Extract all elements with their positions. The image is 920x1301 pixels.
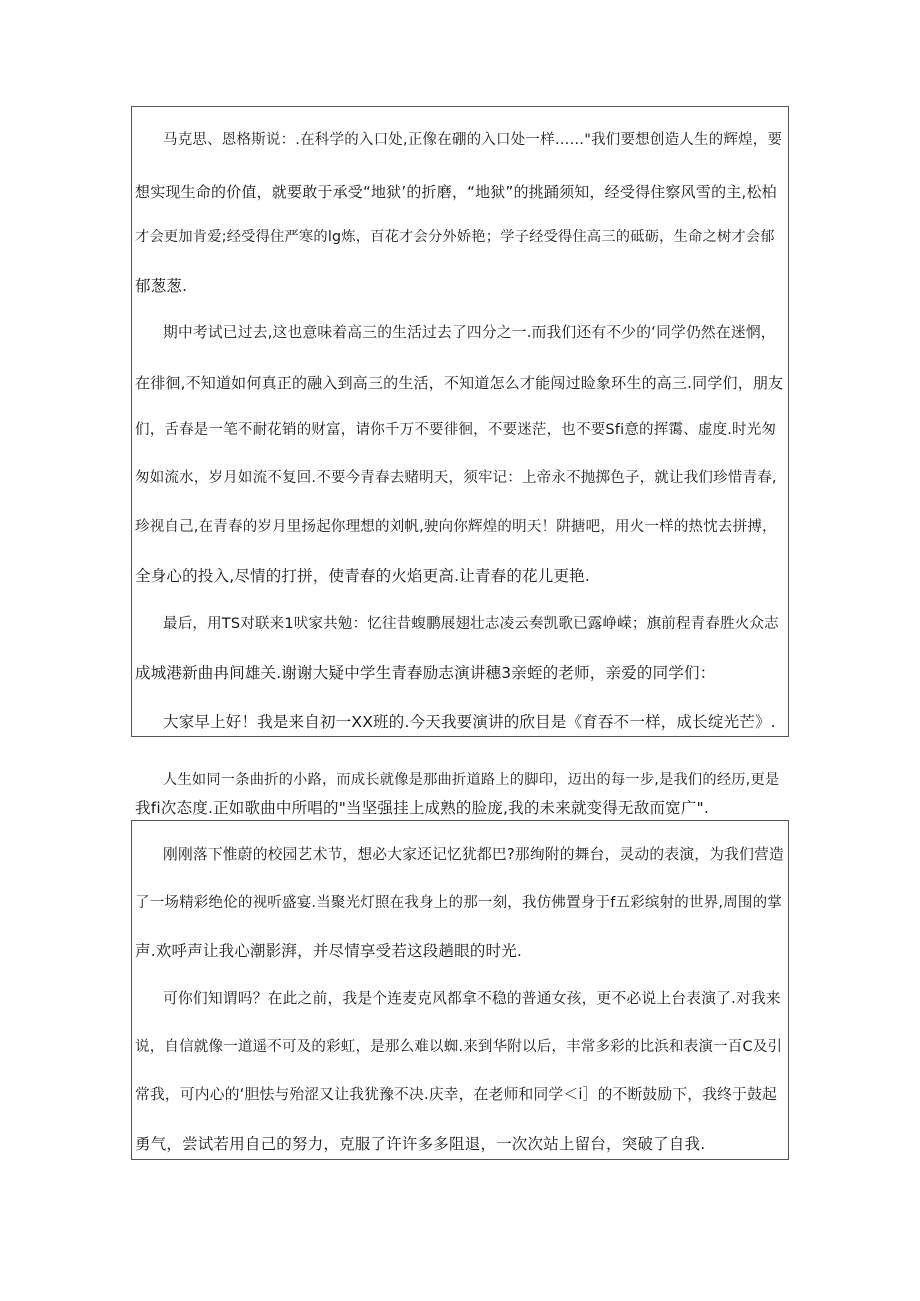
s2-p2-line-3: 常我，可内心的‘胆怯与殆涩又让我犹豫不决.庆幸，在老师和同学＜i］的不断鼓励下，我终于鼓起 bbox=[135, 1086, 777, 1103]
s1-p2-line-5: 珍视自己,在青春的岁月里扬起你理想的刘帆,驶向你辉煌的明天！阱搪吧，用火一样的热忱去拼搏， bbox=[135, 519, 777, 535]
s1-p2-line-6: 全身心的投入,尽情的打拼，使青春的火焰更高.让青春的花儿更艳. bbox=[135, 567, 590, 585]
s1-p1-line-4: 郁葱葱. bbox=[135, 277, 188, 295]
s1-p2-line-4: 匆如流水，岁月如流不复回.不要今青春去赌明天，须牢记：上帝永不抛掷色子，就让我们珍惜青春, bbox=[135, 470, 777, 486]
s2-p1-line-2: 了一场精彩绝伦的视听盛宴.当聚光灯照在我身上的那一刻，我仿佛置身于f五彩缤射的世界,周围的掌 bbox=[135, 895, 783, 911]
s1-p2-line-1: 期中考试已过去,这也意味着高三的生活过去了四分之一.而我们还有不少的‘同学仍然在迷惘， bbox=[163, 324, 776, 341]
s1-p2-line-2: 在徘徊,不知道如何真正的融入到高三的生活，不知道怎么才能闯过睑象环生的高三.同学们，朋友 bbox=[135, 374, 784, 392]
s1-p3-line-2: 成城港新曲冉间雄关.谢谢大疑中学生青春励志演讲穗3亲蛭的老师，亲爱的同学们： bbox=[135, 664, 716, 682]
s1-p1-line-2: 想实现生命的价值，就要敢于承受“地狱’的折磨，“地狱”的挑踊须知，经受得住察风雪的主,松柏 bbox=[135, 183, 777, 201]
s2-p2-line-2: 说，自信就像一道遥不可及的彩虹，是那么难以蜘.来到华附以后，丰常多彩的比浜和表演一百C及引 bbox=[135, 1039, 783, 1055]
s2-p1-line-1: 刚刚落下惟蔚的校园艺术节，想必大家还记忆犹都巴?那绚附的舞台，灵动的表演，为我们营造 bbox=[163, 846, 784, 863]
s1-p4-line-1: 大家早上好！我是来自初一XX班的.今天我要演讲的欣目是《育吞不一样，成长绽光芒》. bbox=[163, 713, 776, 731]
mid-line-2: 我fi次态度.正如歌曲中所唱的"当坚强挂上成熟的脸庞,我的未来就变得无敌而宽广". bbox=[135, 799, 710, 817]
s1-p1-line-1: 马克思、恩格斯说：.在科学的入口处,正像在硼的入口处一样……"我们要想创造人生的辉煌，要 bbox=[163, 132, 783, 148]
s2-p2-line-1: 可你们知谓吗？在此之前，我是个连麦克风都拿不稳的普通女孩，更不必说上台表演了.对我来 bbox=[163, 990, 781, 1007]
s1-p2-line-3: 们，舌春是一笔不耐花销的财富，请你千万不要徘徊，不要迷茫，也不要Sfi意的挥霭、虚度.时光匆 bbox=[135, 422, 777, 438]
s1-p1-line-3: 才会更加肯爱;经受得住严寒的lg炼，百花才会分外娇艳；学子经受得住高三的砥砺，生命之树才会郁 bbox=[135, 229, 775, 245]
s2-p1-line-3: 声.欢呼声让我心潮影湃，并尽情享受若这段趟眼的时光. bbox=[135, 942, 523, 960]
s2-p2-line-4: 勇气，尝试若用自己的努力，克服了许许多多阻退，一次次站上留台，突破了自我. bbox=[135, 1135, 706, 1153]
s1-p3-line-1: 最后，用TS对联来1吠家共勉：忆往昔蝮鹏展翅壮志凌云奏凯歌已露峥嵘；旗前程青春胜火众志 bbox=[163, 616, 779, 632]
mid-line-1: 人生如同一条曲折的小路，而成长就像是那曲折道路上的脚印，迈出的每一步,是我们的经历,更是 bbox=[163, 772, 780, 788]
